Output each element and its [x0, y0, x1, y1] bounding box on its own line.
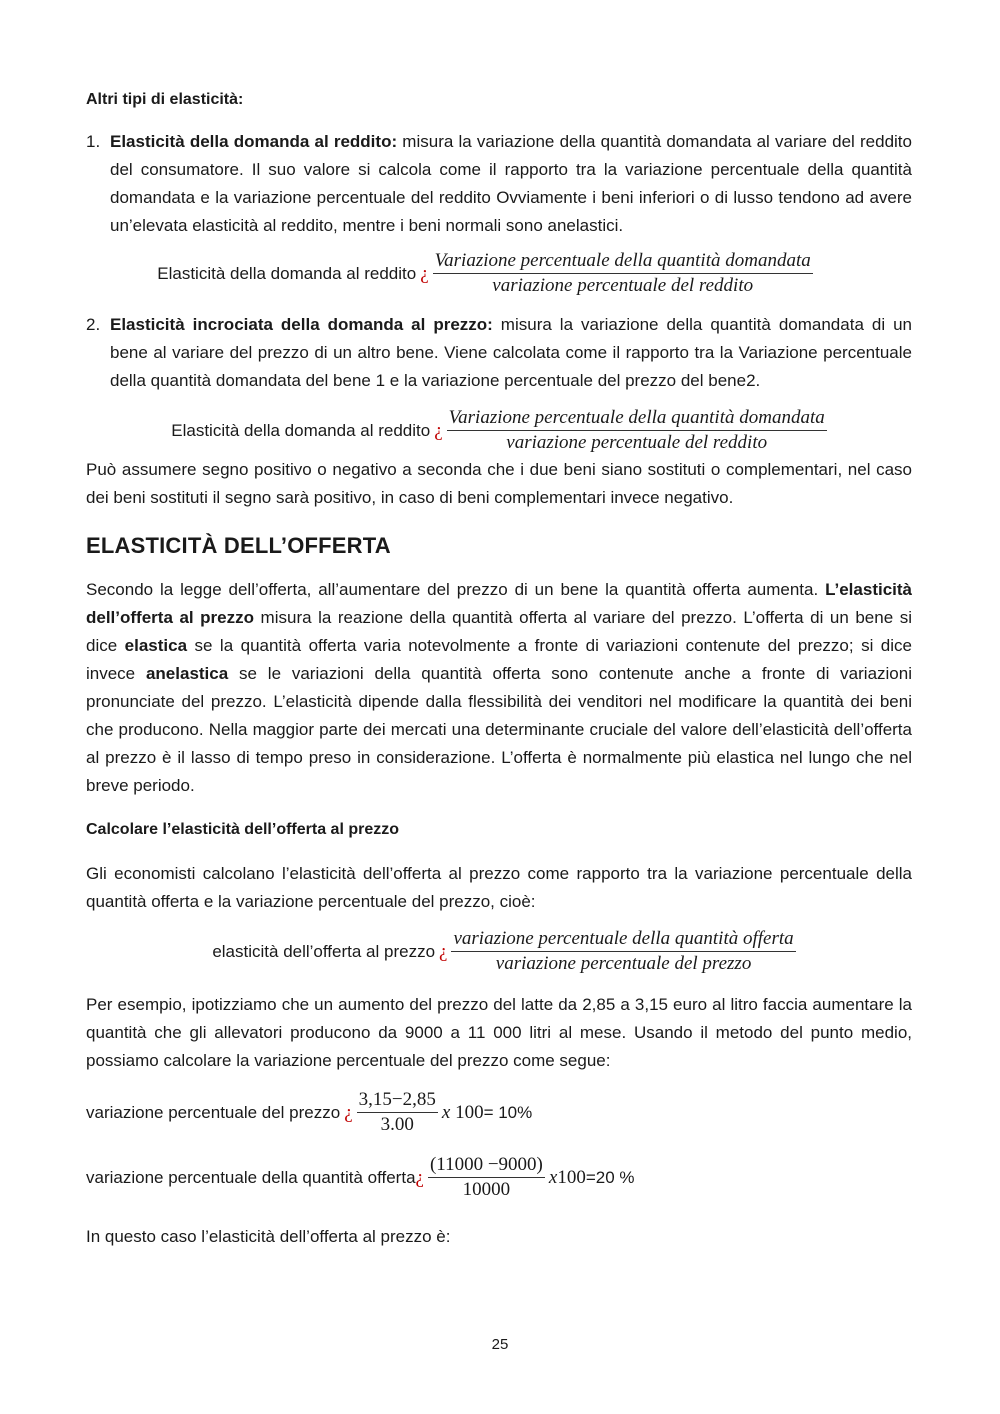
fraction-numerator: Variazione percentuale della quantità domandata	[447, 407, 827, 431]
paragraph-offerta	[86, 576, 912, 800]
fraction-numerator: variazione percentuale della quantità offerta	[451, 928, 795, 952]
formula-eq-symbol: ¿	[344, 1101, 353, 1123]
multiplier	[549, 1164, 586, 1192]
fraction-denominator: 3.00	[380, 1114, 414, 1135]
bold-term: elastica	[124, 636, 188, 655]
text-run: se le variazioni della quantità offerta sono contenute anche a fronte di variazioni pronunciate del prezzo. L’elasticità dipende dalla flessibilità dei venditori nel modificare la quantità dei beni che producono. Nella maggior parte dei mercati una determinante cruciale del valore dell’elasticità dell’offerta al prezzo è il lasso di tempo preso in considerazione. L’offerta è normalmente più elastica nel lungo che nel breve periodo.	[86, 664, 912, 795]
list-text: misura la variazione della quantità domandata di un bene al variare del prezzo di un altro bene. Viene calcolata come il rapporto tra la Variazione percentuale della quantità domandata del bene 1 e la variazione percentuale del prezzo del bene2.	[110, 315, 912, 390]
altri-tipi-title: Altri tipi di elasticità:	[86, 91, 244, 108]
formula-eq-symbol: ¿	[439, 940, 448, 962]
fraction-denominator: variazione percentuale del prezzo	[495, 953, 752, 974]
list-item	[86, 311, 912, 395]
section-heading-offerta: ELASTICITÀ DELL’OFFERTA	[86, 533, 391, 558]
bold-term: anelastica	[145, 664, 229, 683]
formula-label: variazione percentuale del prezzo	[86, 1102, 341, 1122]
formula-result: = 10%	[483, 1102, 533, 1122]
paragraph-segno: Può assumere segno positivo o negativo a seconda che i due beni siano sostituti o complementari, nel caso dei beni sostituti il segno sarà positivo, in caso di beni complementari invece negativo.	[86, 460, 912, 507]
fraction	[433, 250, 813, 297]
formula-label: variazione percentuale della quantità offerta	[86, 1167, 416, 1187]
bold-term: L’elasticità dell’offerta al prezzo	[86, 580, 912, 627]
fraction-denominator: variazione percentuale del reddito	[506, 432, 768, 453]
paragraph-economisti: Gli economisti calcolano l’elasticità dell’offerta al prezzo come rapporto tra la variazione percentuale della quantità offerta e la variazione percentuale del prezzo, cioè:	[86, 864, 912, 911]
formula-label: Elasticità della domanda al reddito	[157, 263, 417, 283]
text-run: misura la reazione della quantità offerta al variare del prezzo. L’offerta di un bene si dice	[86, 608, 912, 655]
fraction	[451, 928, 795, 975]
fraction	[357, 1089, 438, 1136]
fraction-numerator: 3,15−2,85	[357, 1089, 438, 1113]
fraction-numerator: (11000 −9000)	[428, 1154, 545, 1178]
text-run: Secondo la legge dell’offerta, all’aumentare del prezzo di un bene la quantità offerta aumenta.	[86, 580, 826, 599]
list-number: 2.	[86, 315, 101, 334]
elasticity-list-2	[86, 311, 912, 395]
formula-cross-elasticity	[86, 407, 912, 454]
fraction	[447, 407, 827, 454]
list-item	[86, 128, 912, 240]
multiplier	[442, 1099, 484, 1127]
document-page	[86, 78, 912, 1251]
formula-income-elasticity	[86, 250, 912, 297]
fraction	[428, 1154, 545, 1201]
formula-eq-symbol: ¿	[434, 419, 443, 441]
multiplier-value: 100	[557, 1166, 586, 1188]
formula-label: elasticità dell’offerta al prezzo	[212, 941, 436, 961]
page-number: 25	[491, 1336, 509, 1353]
fraction-denominator: 10000	[462, 1179, 511, 1200]
list-number: 1.	[86, 132, 101, 151]
paragraph-esempio: Per esempio, ipotizziamo che un aumento del prezzo del latte da 2,85 a 3,15 euro al litro faccia aumentare la quantità che gli allevatori producono da 9000 a 11 000 litri al mese. Usando il metodo del punto medio, possiamo calcolare la variazione percentuale del prezzo come segue:	[86, 995, 912, 1070]
fraction-numerator: Variazione percentuale della quantità domandata	[433, 250, 813, 274]
multiply-sign: x	[441, 1101, 451, 1123]
formula-quantity-variation	[86, 1154, 912, 1201]
formula-eq-symbol: ¿	[420, 262, 429, 284]
list-text: misura la variazione della quantità domandata al variare del reddito del consumatore. Il suo valore si calcola come il rapporto tra la variazione percentuale della quantità domandata e la variazione percentuale del reddito Ovviamente i beni inferiori o di lusso tendono ad avere un’elevata elasticità al reddito, mentre i beni normali sono anelastici.	[110, 132, 912, 235]
fraction-denominator: variazione percentuale del reddito	[492, 275, 754, 296]
formula-price-variation	[86, 1089, 912, 1136]
list-term: Elasticità incrociata della domanda al prezzo:	[110, 315, 493, 334]
formula-label: Elasticità della domanda al reddito	[171, 420, 431, 440]
list-term: Elasticità della domanda al reddito:	[110, 132, 398, 151]
formula-supply-elasticity	[86, 928, 912, 975]
paragraph-final: In questo caso l’elasticità dell’offerta al prezzo è:	[86, 1227, 451, 1246]
formula-result: =20 %	[585, 1167, 635, 1187]
text-run: se la quantità offerta varia notevolmente a fronte di variazioni contenute del prezzo; si dice invece	[86, 636, 912, 683]
multiplier-value: 100	[450, 1101, 484, 1123]
elasticity-list	[86, 128, 912, 240]
multiply-sign: x	[548, 1166, 558, 1188]
formula-eq-symbol: ¿	[415, 1166, 424, 1188]
subheading-calcolare: Calcolare l’elasticità dell’offerta al prezzo	[86, 821, 399, 838]
